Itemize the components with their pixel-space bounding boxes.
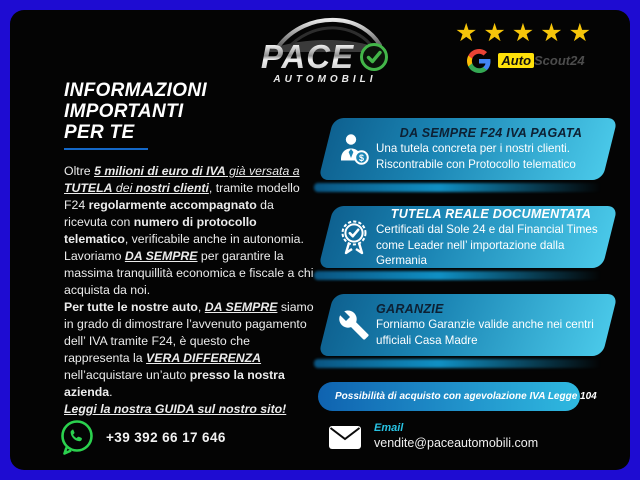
- paragraph-1: Oltre 5 milioni di euro di IVA già versata a TUTELA dei nostri clienti, tramite modello F24 regolarmente accompagnato da ricevuta con numero di protocollo telematico, verificabile anche in autonomia. Lavoriamo DA SEMPRE per garantire la massima tranquillità economica e fiscale a chi acquista da noi.: [64, 164, 314, 297]
- rating-block: [436, 18, 616, 73]
- svg-text:$: $: [358, 153, 365, 163]
- banner-line: ufficiali Casa Madre: [376, 334, 478, 347]
- brand-logo: [240, 10, 410, 85]
- businessman-coin-icon: [336, 131, 372, 167]
- flyer-canvas: [10, 10, 630, 470]
- banner-title: GARANZIE: [376, 302, 444, 316]
- banner-garanzie: [318, 294, 614, 356]
- five-stars-icon: ★★★★★: [454, 19, 598, 47]
- email-address: vendite@paceautomobili.com: [374, 436, 539, 450]
- info-column: [64, 80, 316, 418]
- autoscout24-auto-label: Auto: [498, 53, 534, 68]
- banner-f24-iva-pagata: [318, 118, 614, 180]
- info-paragraphs: [64, 163, 316, 418]
- green-check-icon: [359, 42, 389, 72]
- banner-tutela-documentata: [318, 206, 614, 268]
- email-contact: [328, 422, 538, 450]
- autoscout24-scout-label: Scout24: [534, 53, 585, 68]
- banner-title: TUTELA REALE DOCUMENTATA: [390, 206, 592, 221]
- banner-title: DA SEMPRE F24 IVA PAGATA: [399, 126, 583, 140]
- brand-subtitle: AUTOMOBILI: [273, 74, 377, 85]
- wrench-icon: [338, 309, 370, 341]
- banner-line: Riscontrabile con Protocollo telematico: [376, 158, 576, 171]
- banner-line: Certificati dal Sole 24 e dal Financial Times: [376, 222, 598, 236]
- email-label: Email: [374, 422, 404, 434]
- legge104-label: Possibilità di acquisto con agevolazione IVA Legge 104: [335, 391, 597, 402]
- title-underline: [64, 148, 148, 150]
- banner-line: come Leader nell’ importazione dalla Germania: [376, 238, 565, 267]
- google-g-icon: [467, 49, 491, 73]
- banner-line: Forniamo Garanzie valide anche nei centri: [376, 318, 594, 331]
- envelope-icon: [328, 425, 362, 450]
- banner-line: Una tutela concreta per i nostri clienti.: [376, 142, 570, 155]
- paragraph-3: Leggi la nostra GUIDA sul nostro sito!: [64, 402, 287, 416]
- page-title: INFORMAZIONI IMPORTANTI PER TE: [64, 80, 207, 143]
- legge104-pill: [318, 382, 597, 411]
- paragraph-2: Per tutte le nostre auto, DA SEMPRE siamo in grado di dimostrare l’avvenuto pagamento dell’ IVA tramite F24, è questo che rappresenta la VERA DIFFERENZA nell’acquistare un’auto presso la nostra azienda.: [64, 300, 314, 399]
- autoscout24-logo: [498, 52, 584, 70]
- brand-name: PACE: [260, 38, 355, 75]
- phone-number: +39 392 66 17 646: [106, 429, 226, 445]
- whatsapp-icon: [58, 418, 96, 456]
- badge-check-icon: [336, 218, 372, 256]
- benefits-column: [318, 118, 614, 411]
- whatsapp-contact: [58, 418, 226, 456]
